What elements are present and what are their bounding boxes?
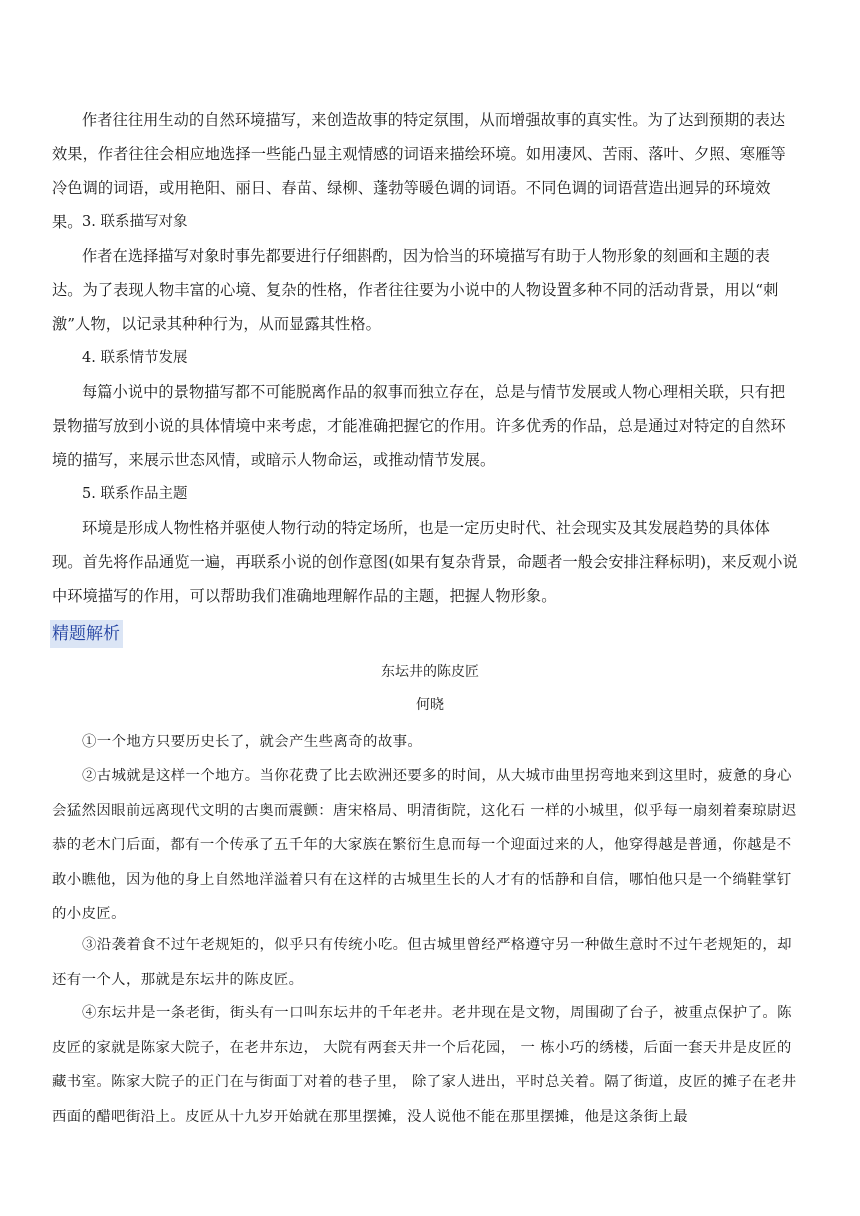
section-title: 精题解析: [50, 620, 123, 648]
guide-heading-plot: 4. 联系情节发展: [82, 350, 188, 366]
guide-paragraph-theme: 环境是形成人物性格并驱使人物行动的特定场所，也是一定历史时代、社会现实及其发展趋势的具体体现。首先将作品通览一遍，再联系小说的创作意图(如果有复杂背景，命题者一般会安排注释标明)，来反观小说中环境描写的作用，可以帮助我们准确地理解作品的主题，把握人物形象。: [52, 519, 798, 605]
story-paragraph-2: ②古城就是这样一个地方。当你花费了比去欧洲还要多的时间，从大城市曲里拐弯地来到这里时，疲惫的身心会猛然因眼前远离现代文明的古奥而震颤：唐宋格局、明清街院，这化石 一样的小城里，似乎每一扇刻着秦琼尉迟恭的老木门后面，都有一个传承了五千年的大家族在繁衍生息而每一个迎面过来的人，他穿得越是普通，你越是不敢小瞧他，因为他的身上自然地洋溢着只有在这样的古城里生长的人才有的恬静和自信，哪怕他只是一个绱鞋掌钉的小皮匠。: [52, 768, 797, 922]
story-paragraph-4: ④东坛井是一条老街，街头有一口叫东坛井的千年老井。老井现在是文物，周围砌了台子，被重点保护了。陈皮匠的家就是陈家大院子，在老井东边， 大院有两套天井一个后花园， 一 栋小巧的绣楼，后面一套天井是皮匠的藏书室。陈家大院子的正门在与街面丁对着的巷子里， 除了家人进出，平时总关着。隔了街道，皮匠的摊子在老井西面的醋吧街沿上。皮匠从十九岁开始就在那里摆摊，没人说他不能在那里摆摊，他是这条街上最: [52, 1005, 797, 1125]
guide-paragraph-plot: 每篇小说中的景物描写都不可能脱离作品的叙事而独立存在，总是与情节发展或人物心理相关联，只有把景物描写放到小说的具体情境中来考虑，才能准确把握它的作用。许多优秀的作品，总是通过对特定的自然环境的描写，来展示世态风情，或暗示人物命运，或推动情节发展。: [52, 383, 786, 469]
story-author: 何晓: [416, 697, 444, 713]
story-title: 东坛井的陈皮匠: [381, 664, 479, 680]
story-paragraph-1: ①一个地方只要历史长了，就会产生些离奇的故事。: [82, 734, 423, 750]
story-paragraph-3: ③沿袭着食不过午老规矩的，似乎只有传统小吃。但古城里曾经严格遵守另一种做生意时不过午老规矩的，却还有一个人，那就是东坛井的陈皮匠。: [52, 937, 792, 988]
guide-paragraph-describe-object: 作者在选择描写对象时事先都要进行仔细斟酌，因为恰当的环境描写有助于人物形象的刻画和主题的表达。为了表现人物丰富的心境、复杂的性格，作者往往要为小说中的人物设置多种不同的活动背景，用以“刺激”人物，以记录其种种行为，从而显露其性格。: [52, 247, 779, 333]
guide-paragraph-environment-tone: 作者往往用生动的自然环境描写，来创造故事的特定氛围，从而增强故事的真实性。为了达到预期的表达效果，作者往往会相应地选择一些能凸显主观情感的词语来描绘环境。如用凄风、苦雨、落叶、夕照、寒雁等冷色调的词语，或用艳阳、丽日、春苗、绿柳、蓬勃等暖色调的词语。不同色调的词语营造出迥异的环境效果。: [52, 111, 786, 231]
guide-heading-describe-object: 3. 联系描写对象: [82, 214, 188, 230]
guide-heading-theme: 5. 联系作品主题: [82, 486, 188, 502]
